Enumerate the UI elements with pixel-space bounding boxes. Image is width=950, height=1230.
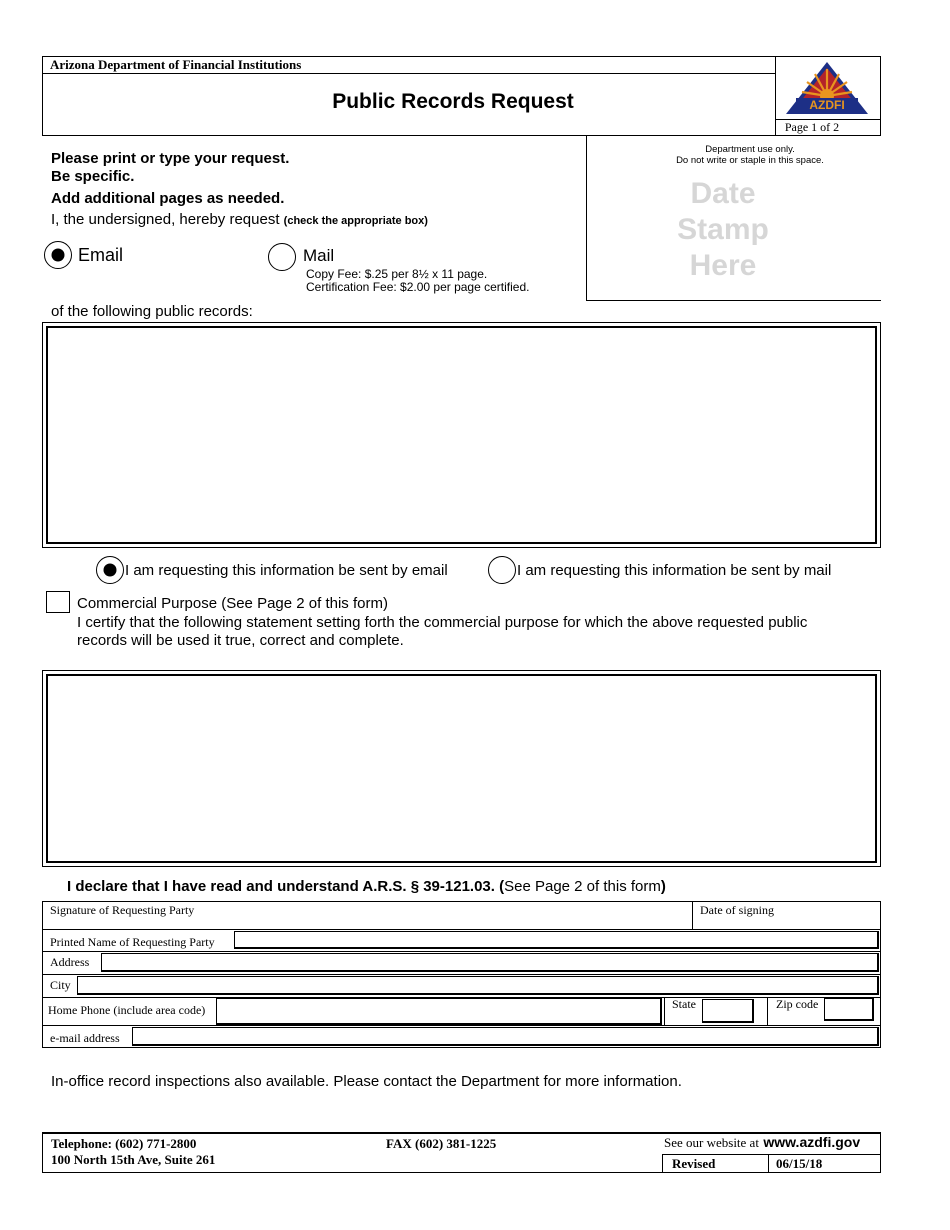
- state-label: State: [672, 997, 696, 1011]
- signature-label: Signature of Requesting Party: [50, 903, 195, 917]
- instruction-line1: Please print or type your request.: [51, 150, 290, 167]
- city-field[interactable]: [77, 976, 879, 995]
- commercial-certify-line1: I certify that the following statement setting forth the commercial purpose for which the above requested public: [77, 614, 808, 631]
- email-row-top: [42, 1025, 881, 1026]
- footer-telephone: Telephone: (602) 771-2800: [51, 1136, 197, 1151]
- copy-fee: Copy Fee: $.25 per 8½ x 11 page.: [306, 267, 488, 281]
- inspection-note: In-office record inspections also available. Please contact the Department for more information.: [51, 1073, 682, 1090]
- zip-divider: [767, 997, 768, 1025]
- website-link[interactable]: www.azdfi.gov: [763, 1134, 861, 1150]
- revised-date: 06/15/18: [776, 1156, 823, 1171]
- signature-field[interactable]: [260, 903, 688, 927]
- printed-name-label: Printed Name of Requesting Party: [50, 935, 215, 949]
- mail-radio-label: Mail: [303, 246, 335, 265]
- revised-left: [662, 1154, 663, 1173]
- zip-code-label: Zip code: [776, 997, 819, 1011]
- date-of-signing-label: Date of signing: [700, 903, 774, 917]
- website-lead: See our website at: [664, 1135, 759, 1150]
- footer-fax: FAX (602) 381-1225: [386, 1136, 497, 1151]
- header-divider: [42, 73, 776, 74]
- city-row-top: [42, 974, 881, 975]
- commercial-purpose-textarea[interactable]: [42, 670, 881, 867]
- commercial-certify-line2: records will be used it true, correct and complete.: [77, 632, 404, 649]
- email-address-label: e-mail address: [50, 1031, 120, 1045]
- commercial-purpose-label: Commercial Purpose (See Page 2 of this form): [77, 595, 388, 612]
- state-divider: [664, 997, 665, 1025]
- revised-label: Revised: [672, 1156, 716, 1171]
- email-radio[interactable]: [44, 241, 72, 269]
- footer-website: [664, 1134, 860, 1152]
- state-field[interactable]: [702, 999, 754, 1023]
- request-note: (check the appropriate box): [283, 215, 428, 227]
- revised-row-top: [662, 1154, 881, 1155]
- commercial-purpose-checkbox[interactable]: [46, 591, 70, 613]
- page-indicator: Page 1 of 2: [784, 120, 840, 134]
- dept-box-left: [586, 136, 587, 301]
- records-label: of the following public records:: [51, 303, 253, 320]
- agency-name: Arizona Department of Financial Institutions: [50, 57, 302, 72]
- home-phone-label: Home Phone (include area code): [48, 1003, 206, 1017]
- address-field[interactable]: [101, 953, 879, 972]
- send-by-mail-radio[interactable]: [488, 556, 516, 584]
- revised-divider: [768, 1154, 769, 1173]
- send-by-email-radio[interactable]: [96, 556, 124, 584]
- stamp-line-here: Here: [689, 249, 757, 282]
- stamp-line-date: Date: [690, 177, 756, 210]
- instruction-line3: Add additional pages as needed.: [51, 190, 285, 207]
- page-title: Public Records Request: [332, 90, 574, 113]
- send-by-mail-label: I am requesting this information be sent by mail: [517, 562, 832, 579]
- email-address-field[interactable]: [132, 1027, 879, 1046]
- certification-fee: Certification Fee: $2.00 per page certified.: [306, 280, 530, 294]
- send-by-email-label: I am requesting this information be sent by email: [125, 562, 448, 579]
- declaration-close: ): [660, 878, 666, 895]
- stamp-line-stamp: Stamp: [677, 213, 769, 246]
- dept-use-line1: Department use only.: [705, 144, 795, 155]
- date-of-signing-field[interactable]: [790, 903, 876, 927]
- request-lead: I, the undersigned, hereby request: [51, 211, 280, 228]
- zip-code-field[interactable]: [824, 998, 874, 1021]
- signature-row-bottom: [42, 929, 881, 930]
- declaration-bold: I declare that I have read and understand A.R.S. § 39-121.03. (: [67, 878, 505, 895]
- declaration: [67, 878, 666, 895]
- declaration-normal: See Page 2 of this form: [504, 878, 661, 895]
- dept-use-line2: Do not write or staple in this space.: [676, 155, 824, 166]
- printed-name-field[interactable]: [234, 931, 879, 949]
- home-phone-field[interactable]: [216, 998, 662, 1025]
- date-stamp-placeholder: [648, 176, 798, 284]
- dept-box-bottom: [586, 300, 881, 301]
- address-row-top: [42, 951, 881, 952]
- mail-radio[interactable]: [268, 243, 296, 271]
- records-request-textarea[interactable]: [42, 322, 881, 548]
- footer-address: 100 North 15th Ave, Suite 261: [51, 1152, 216, 1167]
- email-radio-label: Email: [78, 245, 124, 265]
- date-divider: [692, 901, 693, 929]
- instruction-line2: Be specific.: [51, 168, 135, 185]
- azdfi-logo: [784, 60, 870, 116]
- address-label: Address: [50, 955, 90, 969]
- city-label: City: [50, 978, 71, 992]
- logo-text: AZDFI: [809, 98, 845, 112]
- request-statement: [51, 211, 428, 228]
